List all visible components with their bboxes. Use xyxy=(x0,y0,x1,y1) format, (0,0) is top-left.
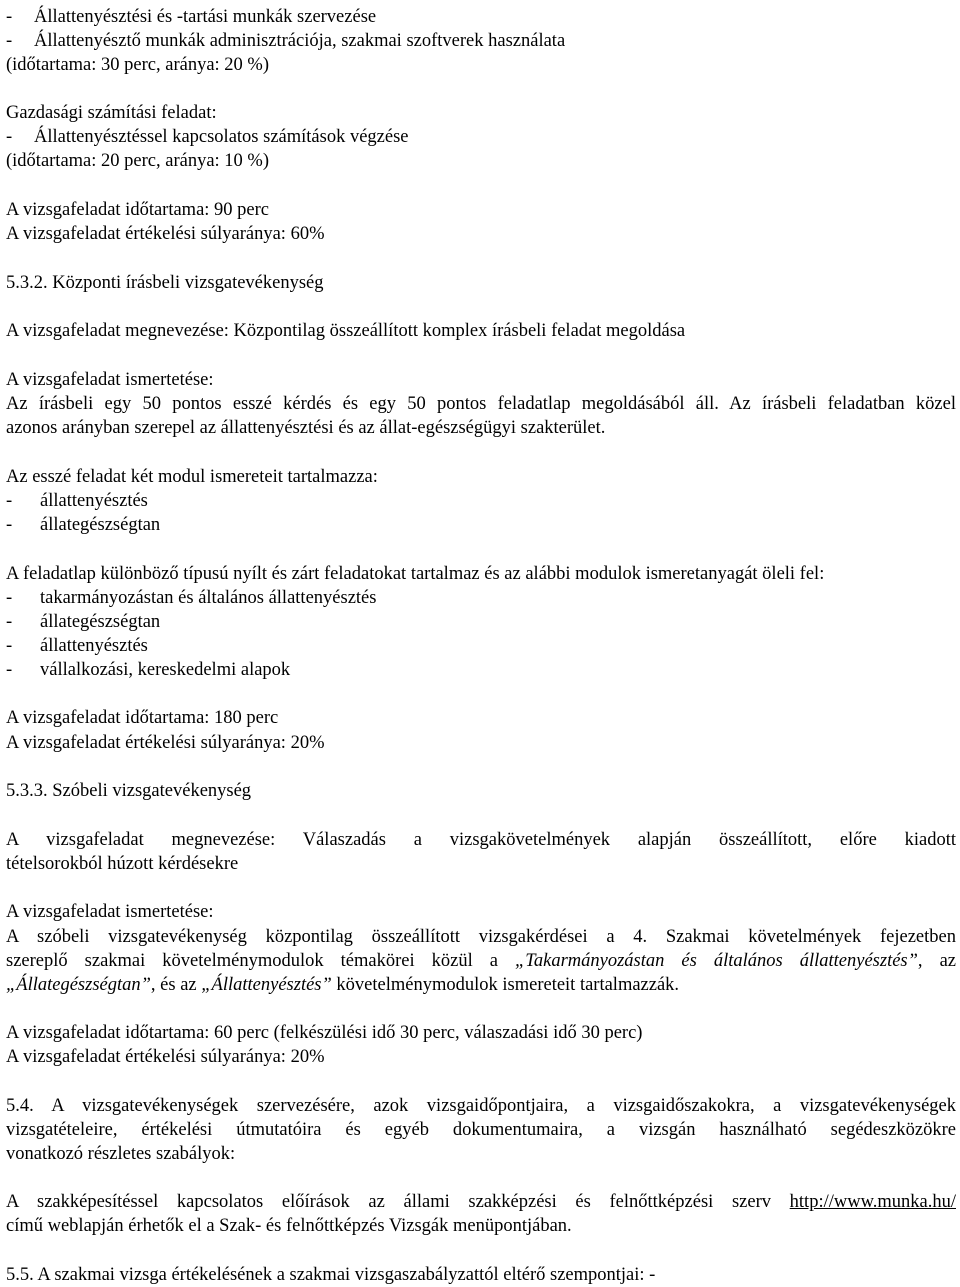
list-item-text: állattenyésztés xyxy=(40,636,148,656)
list-item-text: Állattenyésztési és -tartási munkák szervezése xyxy=(34,7,377,27)
section-heading: 5.3.2. Központi írásbeli vizsgatevékenység xyxy=(6,273,324,293)
exam-duration: A vizsgafeladat időtartama: 180 perc xyxy=(6,708,279,728)
list-item-text: állategészségtan xyxy=(40,515,161,535)
exam-duration: A vizsgafeladat időtartama: 60 perc (felkészülési idő 30 perc, válaszadási idő 30 perc) xyxy=(6,1023,643,1043)
essay-intro: Az esszé feladat két modul ismereteit tartalmazza: xyxy=(6,467,378,487)
list-item: - állategészségtan xyxy=(6,612,161,632)
list-item: - állategészségtan xyxy=(6,515,161,535)
munka-link[interactable]: http://www.munka.hu/ xyxy=(789,1192,956,1212)
module-title: „Állattenyésztés” xyxy=(201,975,332,995)
description-text: azonos arányban szerepel az állattenyésztési és az állat-egészségügyi szakterület. xyxy=(6,418,606,438)
task-name: A vizsgafeladat megnevezése: Válaszadás a vizsgakövetelmények alapján összeállított, előre kiadott xyxy=(6,830,956,850)
module-title: „Takarmányozástan és általános állattenyésztés” xyxy=(514,951,918,971)
section-heading: vonatkozó részletes szabályok: xyxy=(6,1144,236,1164)
list-item: - Állattenyésztéssel kapcsolatos számítások végzése xyxy=(6,127,409,147)
list-item-text: állattenyésztés xyxy=(40,491,148,511)
list-item: - Állattenyésztő munkák adminisztrációja, szakmai szoftverek használata xyxy=(6,31,566,51)
exam-weight: A vizsgafeladat értékelési súlyaránya: 20% xyxy=(6,1047,325,1067)
list-item: - állattenyésztés xyxy=(6,636,148,656)
description-label: A vizsgafeladat ismertetése: xyxy=(6,370,214,390)
list-item: - vállalkozási, kereskedelmi alapok xyxy=(6,660,291,680)
section-heading: 5.5. A szakmai vizsga értékelésének a szakmai vizsgaszabályzattól eltérő szempontjai: - xyxy=(6,1265,656,1285)
sheet-intro: A feladatlap különböző típusú nyílt és zárt feladatokat tartalmaz és az alábbi modulok ismeretanyagát öleli fel: xyxy=(6,564,825,584)
info-paragraph: A szakképesítéssel kapcsolatos előírások az állami szakképzési és felnőttképzési szerv http://www.munka.hu/ xyxy=(6,1192,956,1212)
module-title: „Állategészségtan” xyxy=(6,975,151,995)
exam-weight: A vizsgafeladat értékelési súlyaránya: 60% xyxy=(6,224,325,244)
list-item: - Állattenyésztési és -tartási munkák szervezése xyxy=(6,7,377,27)
duration-note: (időtartama: 30 perc, aránya: 20 %) xyxy=(6,55,269,75)
description-label: A vizsgafeladat ismertetése: xyxy=(6,902,214,922)
info-paragraph: című weblapján érhetők el a Szak- és felnőttképzés Vizsgák menüpontjában. xyxy=(6,1216,572,1236)
description-text: A szóbeli vizsgatevékenység központilag összeállított vizsgakérdései a 4. Szakmai követelmények fejezetben xyxy=(6,927,956,947)
duration-note: (időtartama: 20 perc, aránya: 10 %) xyxy=(6,151,269,171)
exam-duration: A vizsgafeladat időtartama: 90 perc xyxy=(6,200,270,220)
list-item: - állattenyésztés xyxy=(6,491,148,511)
section-heading: 5.3.3. Szóbeli vizsgatevékenység xyxy=(6,781,252,801)
description-text: „Állategészségtan”, és az „Állattenyésztés” követelménymodulok ismereteit tartalmazzák. xyxy=(6,975,680,995)
exam-weight: A vizsgafeladat értékelési súlyaránya: 20% xyxy=(6,733,325,753)
list-item-text: Állattenyésztéssel kapcsolatos számítások végzése xyxy=(34,127,409,147)
list-item-text: takarmányozástan és általános állattenyésztés xyxy=(40,588,377,608)
description-text: szereplő szakmai követelménymodulok témakörei közül a „Takarmányozástan és általános állattenyésztés”, az xyxy=(6,951,956,971)
task-name: tételsorokból húzott kérdésekre xyxy=(6,854,239,874)
section-heading: vizsgatételeire, értékelési útmutatóira és egyéb dokumentumaira, a vizsgán használható segédeszközökre xyxy=(6,1120,956,1140)
list-item-text: vállalkozási, kereskedelmi alapok xyxy=(40,660,291,680)
section-heading: 5.4. A vizsgatevékenységek szervezésére, azok vizsgaidőpontjaira, a vizsgaidőszakokra, a vizsgatevékenységek xyxy=(6,1096,956,1116)
task-name: A vizsgafeladat megnevezése: Központilag összeállított komplex írásbeli feladat megoldása xyxy=(6,321,686,341)
list-item-text: állategészségtan xyxy=(40,612,161,632)
list-item-text: Állattenyésztő munkák adminisztrációja, szakmai szoftverek használata xyxy=(34,31,566,51)
calc-heading: Gazdasági számítási feladat: xyxy=(6,103,217,123)
description-text: Az írásbeli egy 50 pontos esszé kérdés és egy 50 pontos feladatlap megoldásából áll. Az írásbeli feladatban közel xyxy=(6,394,956,414)
list-item: - takarmányozástan és általános állattenyésztés xyxy=(6,588,377,608)
